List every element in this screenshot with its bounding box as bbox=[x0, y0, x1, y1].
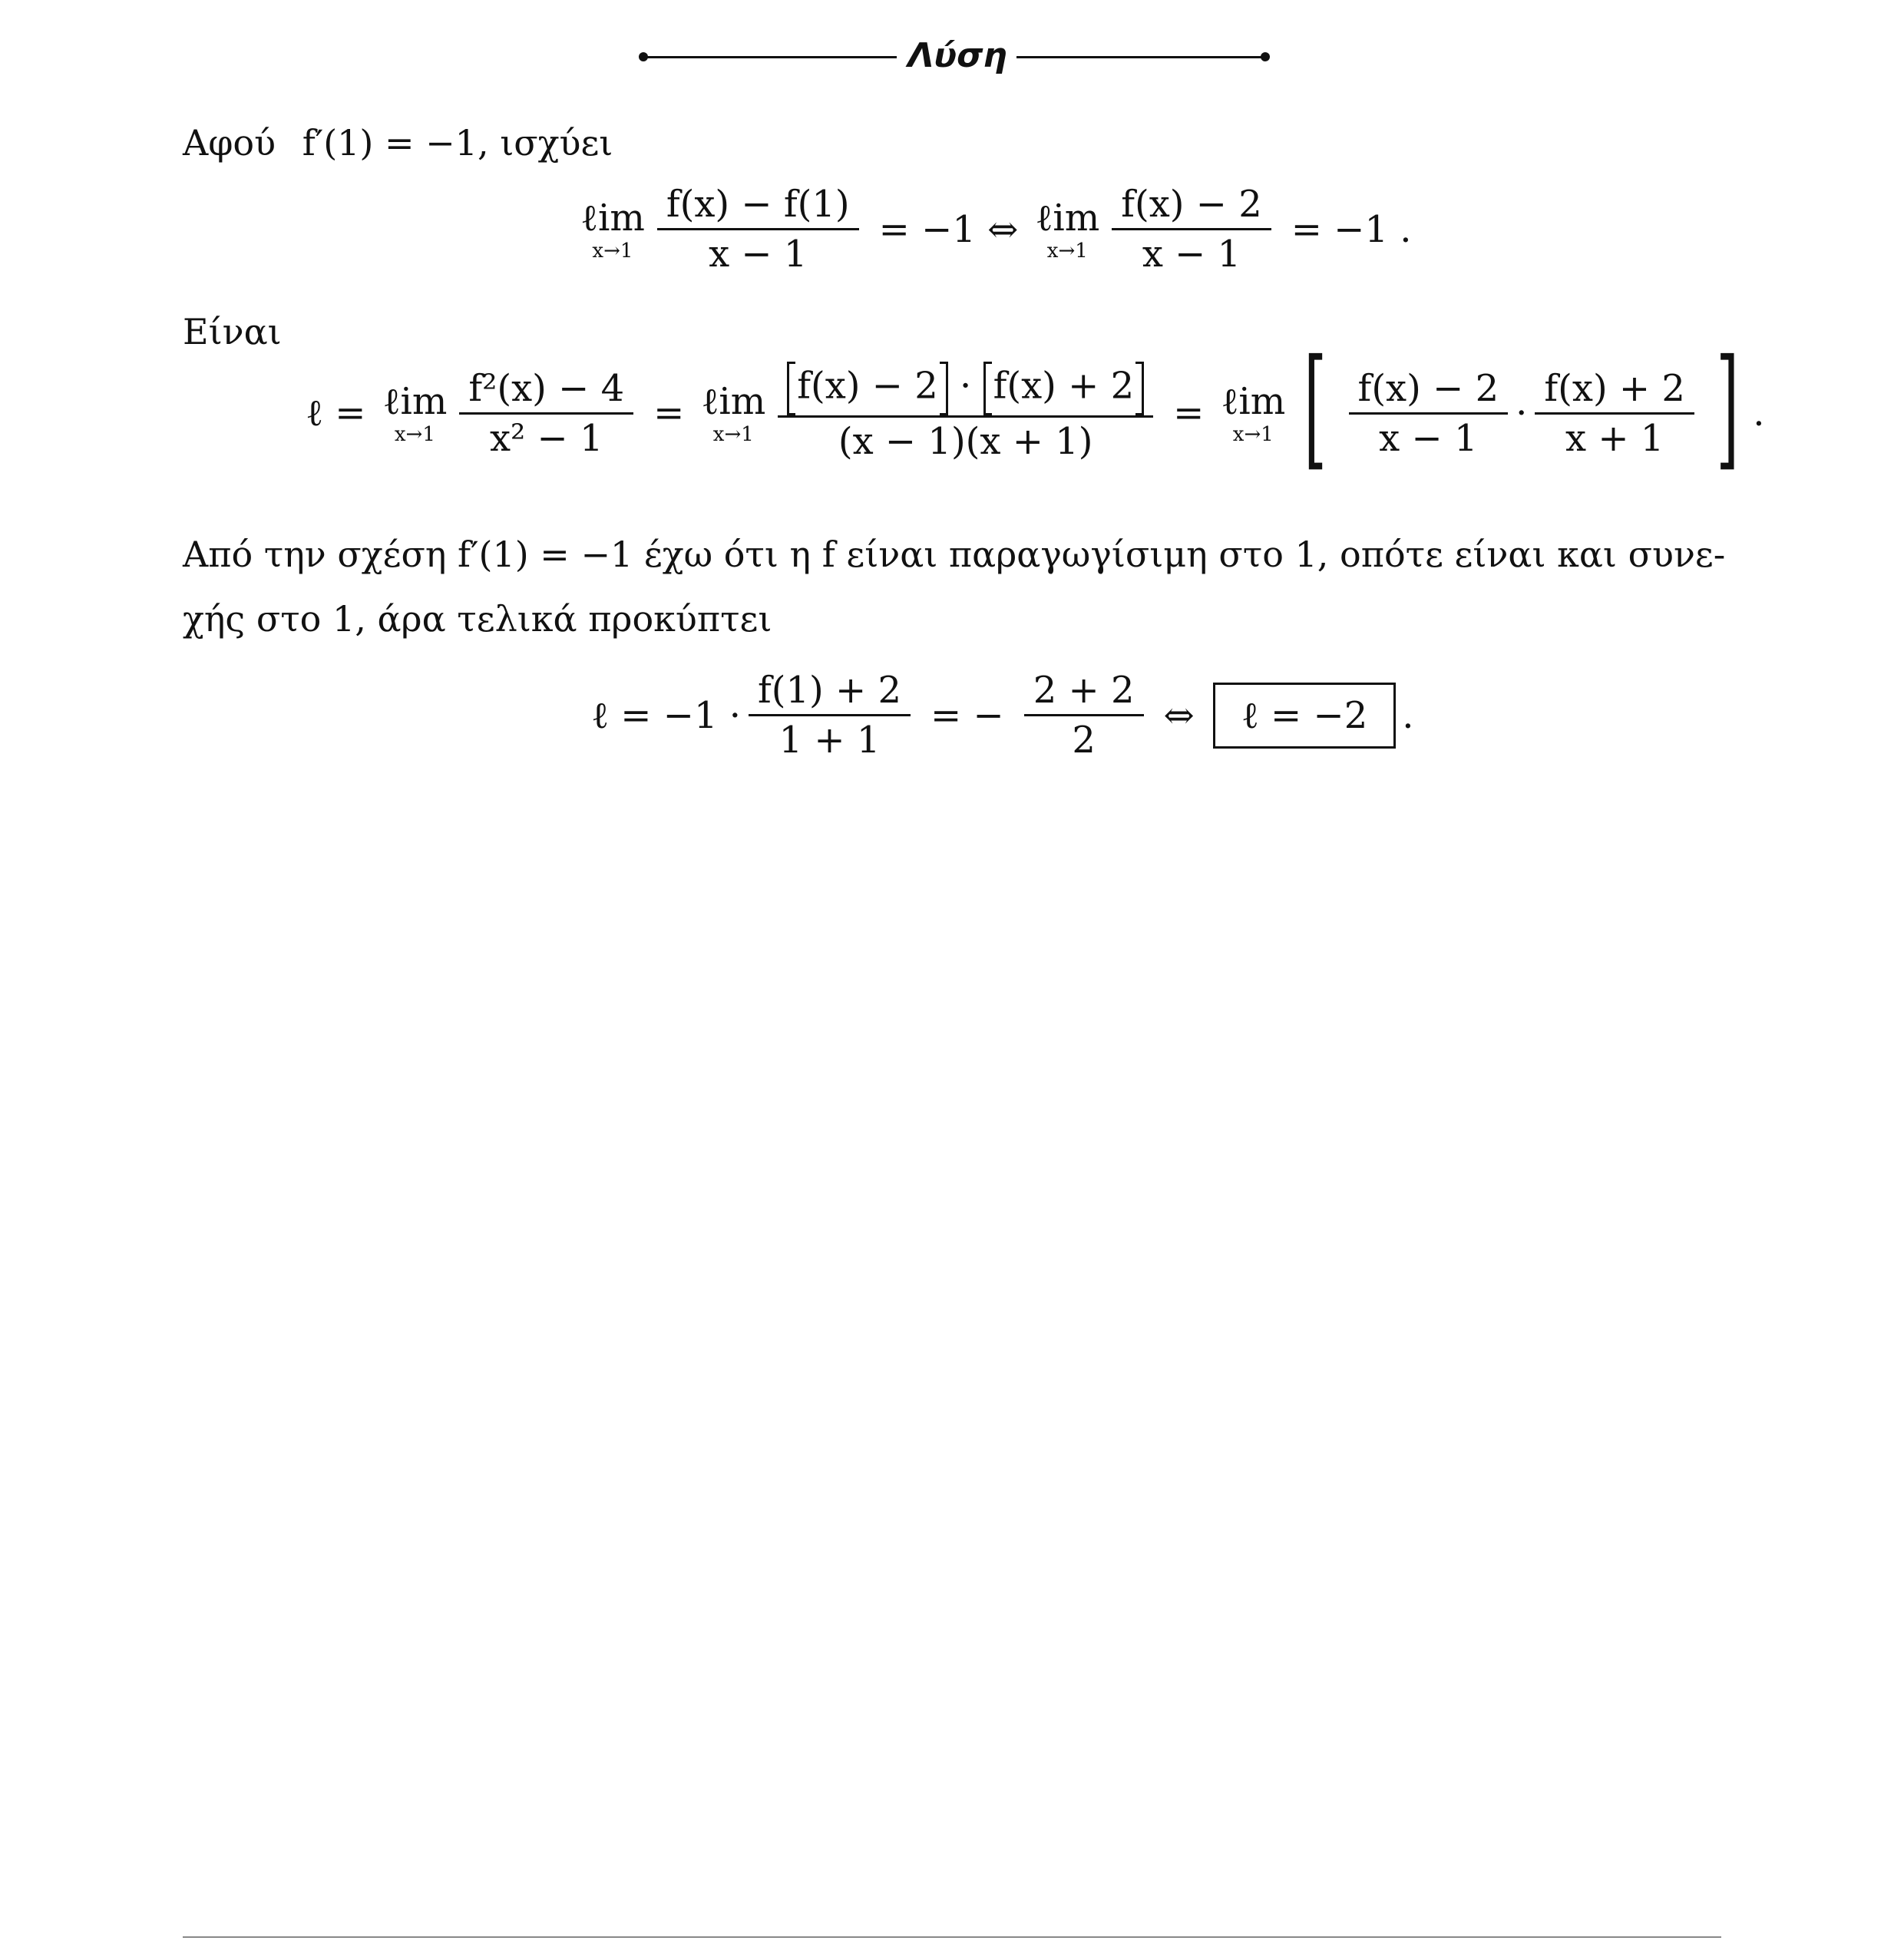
left-bracket bbox=[787, 362, 795, 415]
numerator bbox=[778, 362, 1153, 415]
footer-rule bbox=[183, 1936, 1721, 1938]
equals-sign: = bbox=[1173, 392, 1205, 435]
equivalence-sign: ⇔ bbox=[1163, 693, 1195, 737]
denominator: 1 + 1 bbox=[778, 719, 881, 762]
equation-lhs: ℓ = bbox=[306, 392, 366, 435]
equation-1 bbox=[576, 180, 1424, 278]
fraction bbox=[1024, 666, 1144, 764]
paragraph-1-expr: f′(1) = −1 bbox=[302, 122, 478, 164]
big-right-bracket: ] bbox=[1716, 332, 1740, 484]
numerator-factor-a: f(x) − 2 bbox=[797, 364, 938, 407]
denominator: x − 1 bbox=[1142, 233, 1241, 276]
equation-end: . bbox=[1402, 693, 1414, 737]
limit-label: ℓim bbox=[701, 380, 766, 423]
paragraph-1 bbox=[183, 111, 613, 175]
equals-minus: = − bbox=[931, 693, 1004, 737]
header-right-rule bbox=[1016, 56, 1267, 58]
equation-lhs: ℓ = −1 · bbox=[591, 693, 741, 737]
numerator: f(1) + 2 bbox=[758, 669, 902, 712]
section-header bbox=[637, 37, 1274, 75]
multiplication-dot: · bbox=[960, 364, 972, 407]
limit-operator bbox=[701, 380, 765, 446]
paragraph-1-tail: , ισχύει bbox=[477, 122, 613, 164]
limit-operator bbox=[580, 197, 645, 263]
numerator: f(x) − 2 bbox=[1121, 183, 1262, 226]
header-right-dot bbox=[1261, 52, 1270, 61]
equation-3 bbox=[591, 666, 1414, 764]
limit-subscript: x→1 bbox=[712, 423, 754, 446]
numerator: f(x) − 2 bbox=[1357, 366, 1499, 410]
fraction bbox=[459, 365, 633, 462]
limit-label: ℓim bbox=[1035, 196, 1100, 240]
limit-subscript: x→1 bbox=[1046, 239, 1088, 263]
limit-label: ℓim bbox=[382, 380, 448, 423]
limit-subscript: x→1 bbox=[592, 239, 633, 263]
numerator: f(x) + 2 bbox=[1544, 366, 1685, 410]
fraction bbox=[1112, 180, 1271, 278]
denominator: x + 1 bbox=[1565, 416, 1664, 460]
header-left-rule bbox=[643, 56, 897, 58]
paragraph-2: Είναι bbox=[183, 311, 282, 352]
right-bracket bbox=[940, 362, 948, 415]
fraction bbox=[778, 362, 1153, 465]
denominator: x² − 1 bbox=[489, 416, 603, 460]
numerator: f²(x) − 4 bbox=[468, 366, 625, 410]
limit-operator bbox=[382, 380, 447, 446]
limit-subscript: x→1 bbox=[1232, 423, 1274, 446]
big-left-bracket: [ bbox=[1304, 332, 1327, 484]
denominator: x − 1 bbox=[709, 233, 808, 276]
equivalence: = −1 ⇔ bbox=[878, 207, 1019, 251]
equation-end: = −1 . bbox=[1291, 207, 1412, 251]
equation-end: . bbox=[1753, 392, 1765, 435]
numerator-factor-b: f(x) + 2 bbox=[993, 364, 1135, 407]
denominator: (x − 1)(x + 1) bbox=[838, 419, 1093, 463]
limit-operator bbox=[1035, 197, 1099, 263]
equals-sign: = bbox=[653, 392, 685, 435]
multiplication-dot: · bbox=[1516, 392, 1528, 435]
left-bracket bbox=[983, 362, 992, 415]
right-bracket bbox=[1135, 362, 1144, 415]
fraction bbox=[749, 666, 911, 764]
denominator: x − 1 bbox=[1379, 416, 1478, 460]
fraction bbox=[657, 180, 859, 278]
denominator: 2 bbox=[1072, 719, 1096, 762]
limit-subscript: x→1 bbox=[394, 423, 435, 446]
boxed-result: ℓ = −2 bbox=[1213, 683, 1396, 749]
section-title: Λύση bbox=[907, 36, 1007, 75]
equation-2 bbox=[306, 332, 1765, 484]
limit-label: ℓim bbox=[1221, 380, 1286, 423]
fraction bbox=[1349, 365, 1509, 462]
numerator: 2 + 2 bbox=[1033, 669, 1135, 712]
fraction bbox=[1535, 365, 1694, 462]
limit-label: ℓim bbox=[580, 196, 645, 240]
paragraph-1-lead: Αφού bbox=[183, 122, 276, 164]
limit-operator bbox=[1221, 380, 1285, 446]
paragraph-3-line-1: Από την σχέση f′(1) = −1 έχω ότι η f είναι παραγωγίσιμη στο 1, οπότε είναι και συνε- bbox=[183, 534, 1726, 575]
paragraph-3-line-2: χής στο 1, άρα τελικά προκύπτει bbox=[183, 598, 772, 640]
numerator: f(x) − f(1) bbox=[666, 183, 850, 226]
